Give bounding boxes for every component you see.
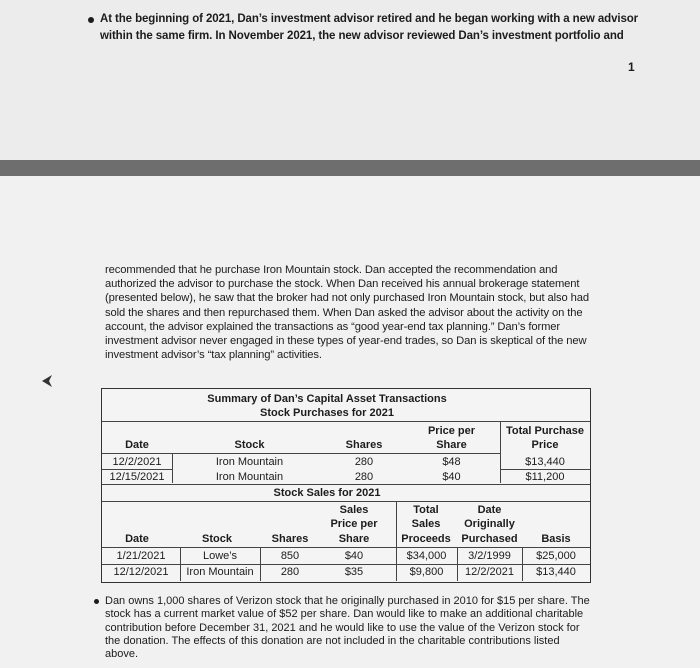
- hdr-date-orig-2: Originally: [464, 518, 515, 530]
- purchase-shares: 280: [354, 456, 374, 468]
- divider: [172, 453, 173, 483]
- purchase-date: 12/2/2021: [112, 456, 162, 468]
- para-line: authorized the advisor to purchase the stock. When Dan received his annual brokerage statement: [105, 278, 580, 291]
- divider: [102, 547, 590, 548]
- sale-date: 12/12/2021: [113, 566, 169, 578]
- hdr-total-3: Proceeds: [401, 533, 451, 545]
- capital-asset-summary-table: [101, 388, 591, 583]
- sale-orig-date: 12/2/2021: [465, 566, 514, 578]
- purchase-stock: Iron Mountain: [215, 456, 284, 468]
- sale-basis: $13,440: [536, 566, 576, 578]
- hdr-price-per-1: Price per: [427, 425, 476, 437]
- purchase-total: $13,440: [525, 456, 565, 468]
- purchase-date: 12/15/2021: [109, 471, 165, 483]
- page-break: [0, 160, 700, 176]
- divider: [102, 421, 590, 422]
- bullet1-line1: At the beginning of 2021, Dan’s investment advisor retired and he began working with a new advisor: [100, 13, 639, 25]
- body-paragraph: [105, 263, 635, 362]
- hdr-sales-3: Share: [338, 533, 370, 545]
- bullet-dot: [88, 17, 94, 23]
- purchase-shares: 280: [354, 471, 374, 483]
- hdr-stock: Stock: [234, 439, 265, 451]
- bullet2-line: contribution before December 31, 2021 and he would like to use the value of the Verizon stock for: [105, 621, 580, 634]
- bullet2-line: above.: [105, 648, 139, 661]
- hdr-sales-1: Sales: [339, 504, 369, 516]
- para-line: recommended that he purchase Iron Mountain stock. Dan accepted the recommendation and: [105, 264, 558, 276]
- sale-stock: Lowe’s: [202, 550, 238, 562]
- divider: [102, 484, 590, 485]
- sale-price: $35: [344, 566, 364, 578]
- purchase-price: $40: [442, 471, 461, 483]
- divider: [102, 453, 500, 454]
- sales-title: Stock Sales for 2021: [273, 487, 381, 499]
- divider: [102, 501, 590, 502]
- hdr-date-orig-3: Purchased: [461, 533, 518, 545]
- hdr-sale-stock: Stock: [202, 533, 232, 545]
- hdr-total-2: Sales: [411, 518, 441, 530]
- purchase-price: $48: [442, 456, 461, 468]
- para-line: (presented below), he saw that the broker had not only purchased Iron Mountain stock, but also had: [105, 292, 589, 305]
- bullet2-line: Dan owns 1,000 shares of Verizon stock that he originally purchased in 2010 for $15 per share. The: [105, 595, 590, 607]
- bullet2-line: stock has a current market value of $52 per share. Dan would like to make an additional charitable: [105, 608, 584, 621]
- bullet2-line: the donation. The effects of this donation are not included in the charitable contributions listed: [105, 634, 560, 647]
- divider: [500, 469, 590, 470]
- bullet-paragraph-1: [100, 11, 660, 45]
- sale-proceeds: $9,800: [409, 566, 444, 578]
- hdr-sale-shares: Shares: [271, 533, 309, 545]
- sale-stock: Iron Mountain: [186, 566, 254, 578]
- para-line: investment advisor’s “tax planning” activities.: [105, 349, 322, 362]
- hdr-shares: Shares: [345, 439, 383, 451]
- para-line: sold the shares and then repurchased them. When Dan asked the advisor about the activity on the: [105, 306, 583, 319]
- divider: [102, 564, 590, 565]
- hdr-date: Date: [125, 439, 149, 451]
- hdr-sales-2: Price per: [330, 518, 378, 530]
- bullet-dot: [94, 599, 99, 604]
- para-line: account, the advisor explained the transactions as “good year-end tax planning.” Dan’s former: [105, 320, 561, 333]
- summary-title: Summary of Dan’s Capital Asset Transactions: [207, 393, 447, 405]
- hdr-total-purchase-1: Total Purchase: [505, 425, 585, 437]
- hdr-price-per-2: Share: [436, 439, 467, 451]
- sale-shares: 280: [280, 566, 300, 578]
- hdr-basis: Basis: [541, 533, 571, 545]
- hdr-date-orig-1: Date: [477, 504, 502, 516]
- page-number: 1: [628, 60, 635, 74]
- sale-price: $40: [344, 550, 364, 562]
- sale-proceeds: $34,000: [406, 550, 447, 562]
- sale-shares: 850: [280, 550, 300, 562]
- purchase-stock: Iron Mountain: [215, 471, 284, 483]
- hdr-sale-date: Date: [125, 533, 149, 545]
- sale-date: 1/21/2021: [116, 550, 166, 562]
- bullet-paragraph-2: [105, 595, 620, 661]
- bullet1-line2: within the same firm. In November 2021, the new advisor reviewed Dan’s investment portfolio and: [100, 30, 624, 42]
- page-top: [0, 0, 700, 160]
- hdr-total-1: Total: [413, 504, 439, 516]
- para-line: investment advisor never engaged in these types of year-end trades, so Dan is skeptical of the new: [105, 335, 587, 348]
- divider: [102, 469, 172, 470]
- sale-orig-date: 3/2/1999: [468, 550, 511, 562]
- hdr-total-purchase-2: Price: [531, 439, 559, 451]
- mouse-cursor-icon: [40, 373, 54, 389]
- purchases-title: Stock Purchases for 2021: [260, 407, 394, 419]
- sale-basis: $25,000: [536, 550, 576, 562]
- purchase-total: $11,200: [525, 471, 565, 483]
